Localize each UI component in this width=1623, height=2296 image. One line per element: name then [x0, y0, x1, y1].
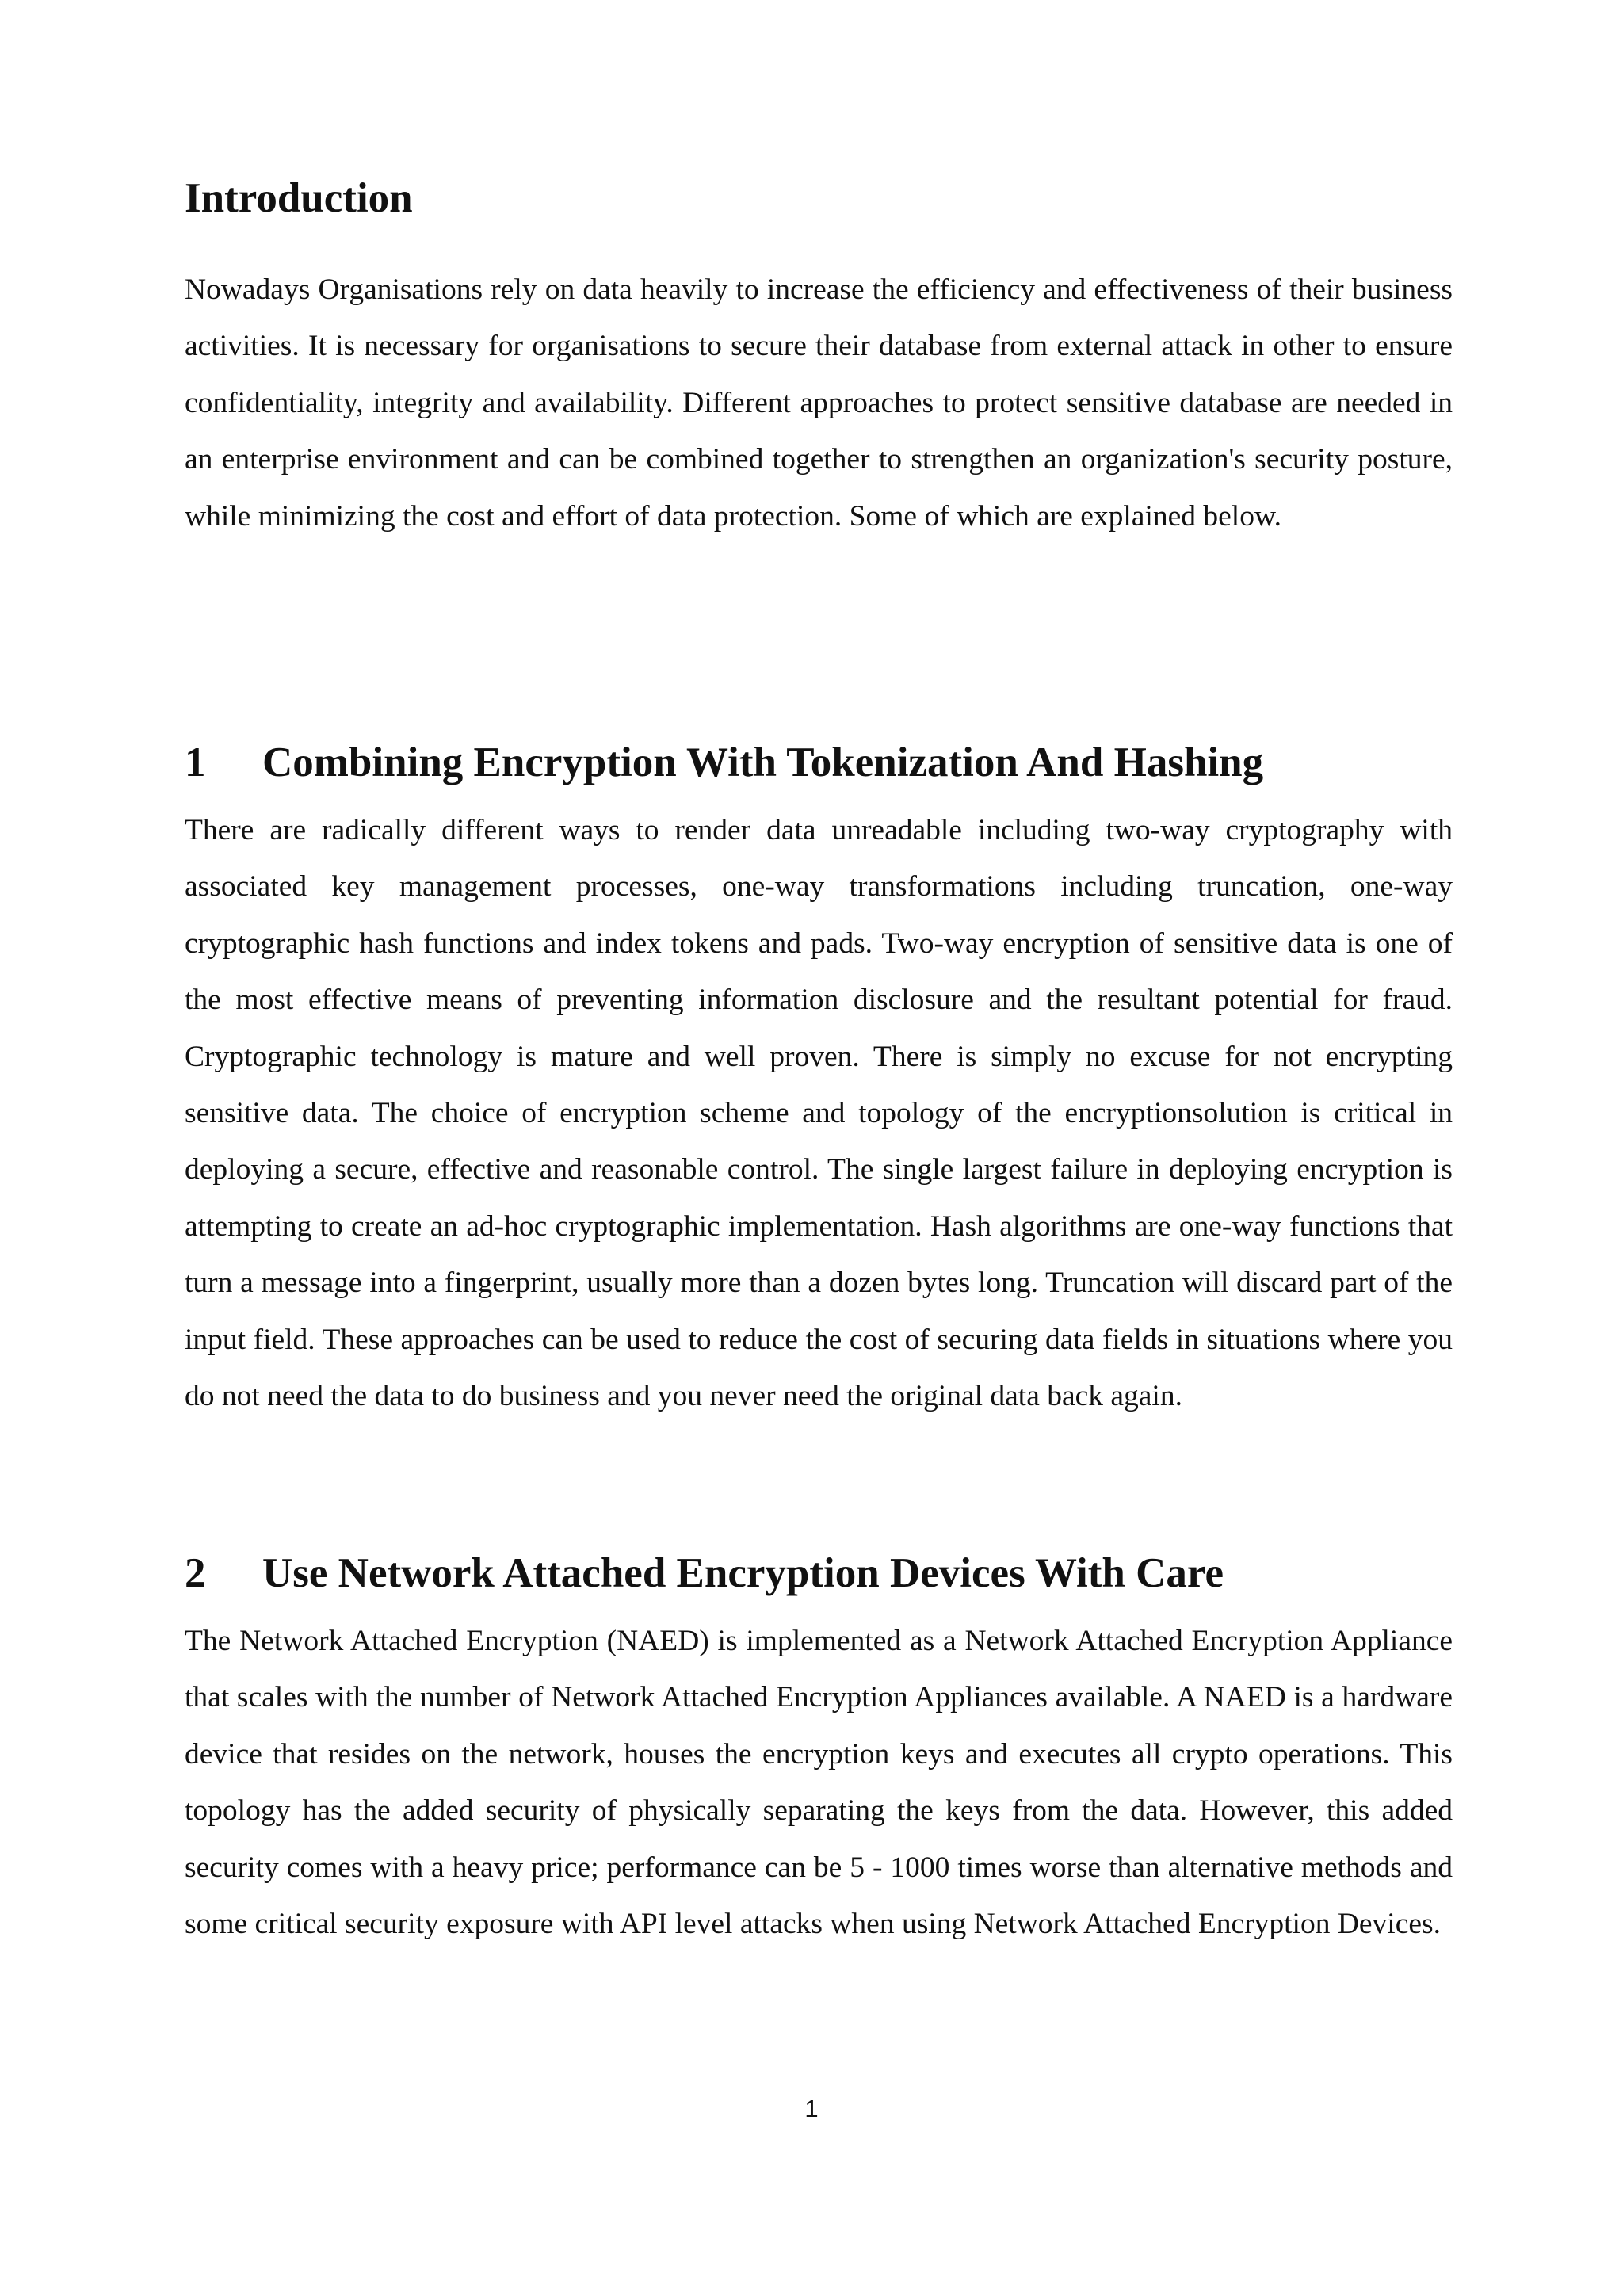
section-1-paragraph: There are radically different ways to render data unreadable including two-way cryptography with associated key management processes, one-way transformations including truncation, one-way cryptographic hash functions and index tokens and pads. Two-way encryption of sensitive data is one of the most effective means of preventing information disclosure and the resultant potential for fraud. Cryptographic technology is mature and well proven. There is simply no excuse for not encrypting sensitive data. The choice of encryption scheme and topology of the encryptionsolution is critical in deploying a secure, effective and reasonable control. The single largest failure in deploying encryption is attempting to create an ad-hoc cryptographic implementation. Hash algorithms are one-way functions that turn a message into a fingerprint, usually more than a dozen bytes long. Truncation will discard part of the input field. These approaches can be used to reduce the cost of securing data fields in situations where you do not need the data to do business and you never need the original data back again.: [185, 814, 1453, 1413]
page-number: 1: [804, 2095, 819, 2122]
section-2-paragraph: The Network Attached Encryption (NAED) is implemented as a Network Attached Encryption Appliance that scales with the number of Network Attached Encryption Appliances available. A NAED is a hardware device that resides on the network, houses the encryption keys and executes all crypto operations. This topology has the added security of physically separating the keys from the data. However, this added security comes with a heavy price; performance can be 5 - 1000 times worse than alternative methods and some critical security exposure with API level attacks when using Network Attached Encryption Devices.: [185, 1625, 1453, 1941]
section-1-number: 1: [185, 739, 206, 785]
section-2-heading: [185, 1548, 1224, 1599]
section-2-number: 2: [185, 1550, 206, 1596]
introduction-heading: Introduction: [185, 175, 413, 221]
section-1-heading: [185, 737, 1263, 788]
section-2-title: Use Network Attached Encryption Devices With Care: [262, 1550, 1224, 1596]
section-1-title: Combining Encryption With Tokenization And Hashing: [262, 739, 1264, 785]
introduction-paragraph: Nowadays Organisations rely on data heavily to increase the efficiency and effectiveness of their business activities. It is necessary for organisations to secure their database from external attack in other to ensure confidentiality, integrity and availability. Different approaches to protect sensitive database are needed in an enterprise environment and can be combined together to strengthen an organization's security posture, while minimizing the cost and effort of data protection. Some of which are explained below.: [185, 273, 1453, 533]
